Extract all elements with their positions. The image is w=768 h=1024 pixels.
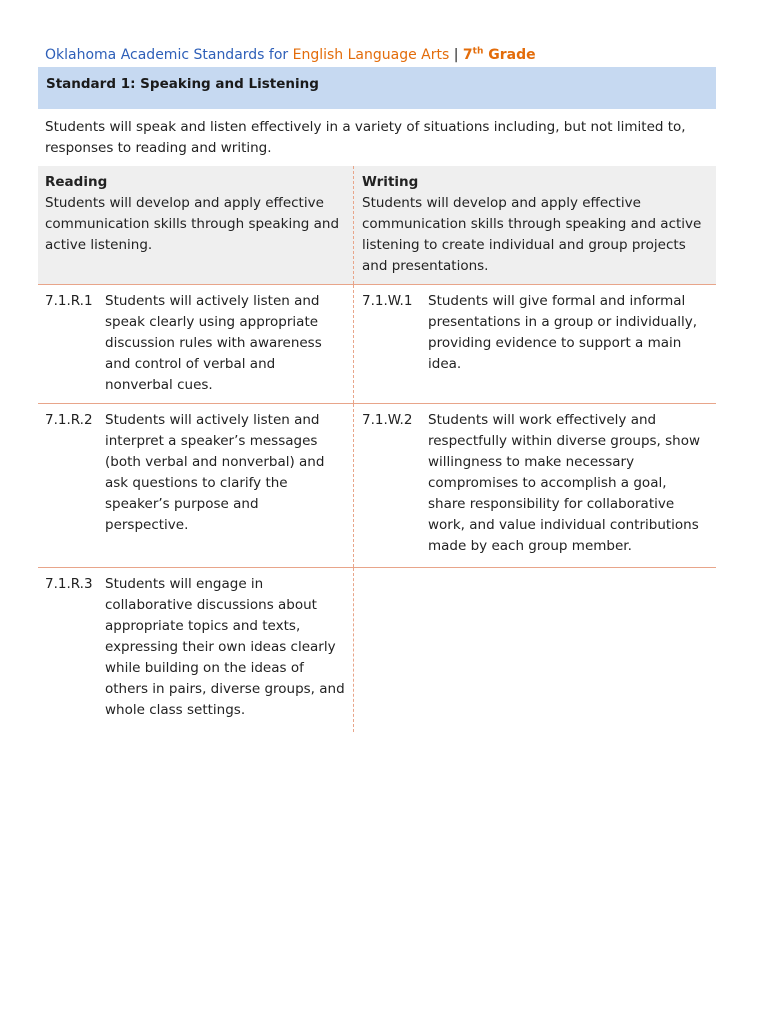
standard-text: Students will actively listen and speak clearly using appropriate discussion rules with awareness and control of verbal and nonverbal cues.: [105, 293, 322, 393]
table-row: [38, 285, 716, 404]
table-header-row: [38, 166, 716, 285]
standard-title-bar: [38, 67, 716, 109]
writing-column-description: Students will develop and apply effective communication skills through speaking and active listening to create individual and group projects and presentations.: [362, 195, 702, 274]
reading-column-description: Students will develop and apply effective communication skills through speaking and active listening.: [45, 195, 340, 253]
standard-text: Students will actively listen and interpret a speaker’s messages (both verbal and nonverbal) and ask questions to clarify the speaker’s purpose and perspective.: [105, 412, 325, 533]
reading-column-title: Reading: [45, 174, 108, 190]
standard-code: 7.1.R.2: [45, 412, 93, 428]
grade-number: 7: [462, 47, 473, 63]
reading-standard-cell: [38, 404, 354, 567]
grade-suffix: th: [472, 46, 484, 57]
table-row: [38, 568, 716, 732]
standard-code: 7.1.R.1: [45, 293, 93, 309]
reading-column-header: [38, 166, 354, 284]
standard-title: Standard 1: Speaking and Listening: [46, 76, 319, 92]
grade-word: Grade: [483, 47, 536, 63]
header-subject: English Language Arts: [292, 47, 450, 63]
standard-code: 7.1.W.1: [362, 293, 413, 309]
standards-table: [38, 166, 716, 732]
standard-text: Students will give formal and informal presentations in a group or individually, providing evidence to support a main idea.: [428, 293, 698, 372]
header-prefix: Oklahoma Academic Standards for: [45, 47, 293, 63]
standard-code: 7.1.R.3: [45, 576, 93, 592]
table-row: [38, 404, 716, 568]
standard-intro: Students will speak and listen effectively in a variety of situations including, but not limited to, responses to reading and writing.: [45, 119, 686, 156]
standard-code: 7.1.W.2: [362, 412, 413, 428]
empty-writing-cell: [354, 568, 716, 732]
writing-column-title: Writing: [362, 174, 419, 190]
standard-text: Students will work effectively and respectfully within diverse groups, show willingness to make necessary compromises to accomplish a goal, share responsibility for collaborative work, and value individual contributions made by each group member.: [428, 412, 701, 554]
writing-column-header: [354, 166, 716, 284]
reading-standard-cell: [38, 285, 354, 403]
page-header: [45, 45, 536, 65]
writing-standard-cell: [354, 285, 716, 403]
standard-text: Students will engage in collaborative discussions about appropriate topics and texts, expressing their own ideas clearly while building on the ideas of others in pairs, diverse groups, and whole class settings.: [105, 576, 345, 718]
writing-standard-cell: [354, 404, 716, 567]
reading-standard-cell: [38, 568, 354, 732]
header-separator: |: [449, 47, 463, 63]
header-grade: [463, 47, 536, 63]
